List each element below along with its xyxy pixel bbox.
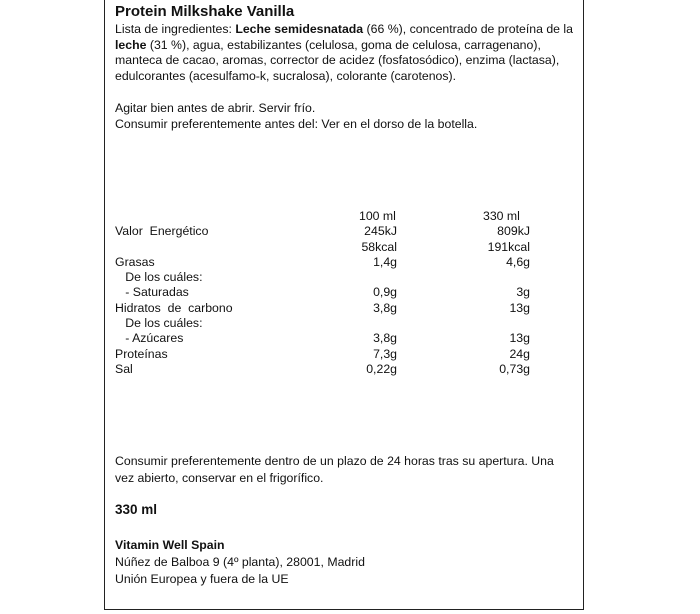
nutrition-row	[115, 255, 555, 270]
instructions-text: Agitar bien antes de abrir. Servir frío.	[115, 101, 316, 115]
value-330ml: 13g	[509, 300, 530, 315]
value-330ml: 809kJ	[497, 224, 530, 239]
nutrition-row	[115, 301, 555, 316]
ingredients-label: Lista de ingredientes:	[115, 22, 236, 36]
label-panel	[104, 0, 584, 610]
ingredient-bold-2: leche	[115, 37, 147, 52]
col-header-100ml: 100 ml	[359, 209, 396, 223]
ingredients-part-4: (31 %), agua, estabilizantes (celulosa, goma de celulosa, carragenano), manteca de cacao, aromas, corrector de acidez (fosfatosódico), enzima (lactasa), edulcorantes (acesulfamo-k, sucralosa), colorante (carotenos).	[115, 37, 560, 83]
value-100ml: 0,22g	[366, 361, 397, 376]
nutrition-table	[115, 209, 555, 377]
nutrition-row	[115, 285, 555, 300]
ingredients-part-2: (66 %), concentrado de proteína de la	[363, 22, 574, 36]
value-330ml: 4,6g	[506, 254, 530, 269]
net-volume: 330 ml	[115, 502, 158, 517]
nutrient-label: De los cuáles:	[115, 270, 203, 285]
nutrient-label: Sal	[115, 361, 133, 376]
value-100ml: 3,8g	[373, 331, 397, 346]
nutrient-label: Grasas	[115, 254, 155, 269]
nutrient-label: Hidratos de carbono	[115, 300, 233, 315]
nutrition-row	[115, 347, 555, 362]
company-address: Núñez de Balboa 9 (4º planta), 28001, Madrid	[115, 555, 365, 569]
value-100ml: 1,4g	[373, 254, 397, 269]
nutrient-label: - Azúcares	[115, 331, 184, 346]
nutrition-header-row	[115, 209, 555, 224]
nutrient-label: Proteínas	[115, 346, 168, 361]
nutrient-label: - Saturadas	[115, 285, 189, 300]
nutrient-label: De los cuáles:	[115, 316, 203, 331]
ingredients-text	[115, 22, 575, 84]
value-100ml: 58kcal	[361, 239, 397, 254]
value-100ml: 7,3g	[373, 346, 397, 361]
value-100ml: 0,9g	[373, 285, 397, 300]
storage-instructions: Consumir preferentemente dentro de un plazo de 24 horas tras su apertura. Una vez abierto, conservar en el frigorífico.	[115, 454, 554, 485]
col-header-330ml: 330 ml	[483, 209, 520, 223]
best-before-text: Consumir preferentemente antes del: Ver en el dorso de la botella.	[115, 117, 478, 131]
nutrition-row	[115, 331, 555, 346]
value-330ml: 3g	[516, 285, 530, 300]
value-100ml: 245kJ	[364, 224, 397, 239]
nutrition-row	[115, 362, 555, 377]
nutrition-row	[115, 270, 555, 285]
product-title: Protein Milkshake Vanilla	[115, 3, 295, 20]
company-region: Unión Europea y fuera de la UE	[115, 572, 289, 586]
nutrition-row	[115, 316, 555, 331]
nutrition-row	[115, 240, 555, 255]
nutrient-label: Valor Energético	[115, 224, 209, 239]
value-100ml: 3,8g	[373, 300, 397, 315]
nutrition-row	[115, 224, 555, 239]
ingredient-bold-1: Leche semidesnatada	[235, 22, 364, 36]
value-330ml: 24g	[509, 346, 530, 361]
value-330ml: 0,73g	[499, 361, 530, 376]
value-330ml: 13g	[509, 331, 530, 346]
value-330ml: 191kcal	[487, 239, 530, 254]
company-name: Vitamin Well Spain	[115, 538, 225, 552]
